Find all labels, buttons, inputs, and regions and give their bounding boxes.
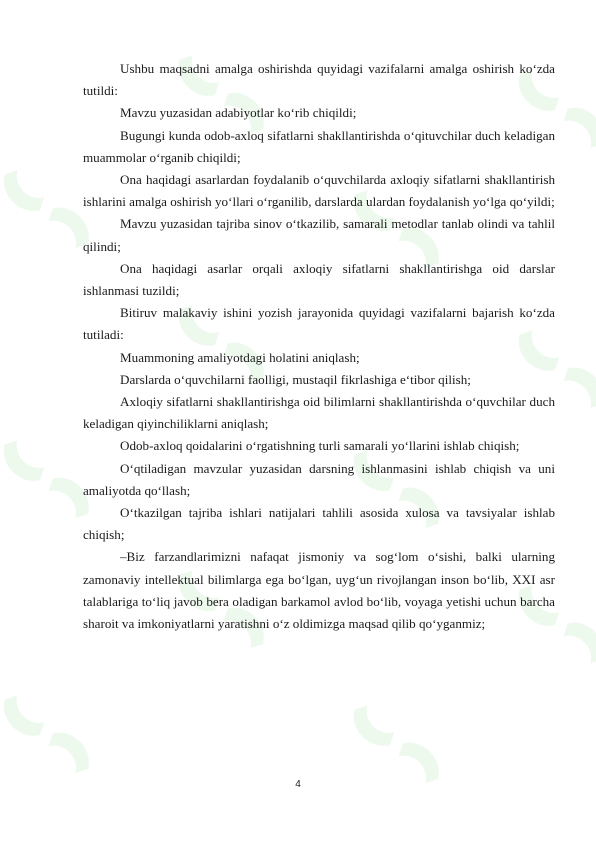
page-number: 4	[295, 779, 301, 790]
paragraph: Ona haqidagi asarlar orqali axloqiy sifatlarni shakllantirishga oid darslar ishlanmasi tuzildi;	[83, 260, 555, 299]
paragraph: Ushbu maqsadni amalga oshirishda quyidagi vazifalarni amalga oshirish ko‘zda tutildi:	[83, 61, 555, 99]
paragraph: Muammoning amaliyotdagi holatini aniqlash;	[120, 349, 360, 365]
paragraph: Mavzu yuzasidan adabiyotlar ko‘rib chiqildi;	[120, 105, 357, 121]
paragraph: Odob-axloq qoidalarini o‘rgatishning turli samarali yo‘llarini ishlab chiqish;	[120, 438, 520, 454]
paragraph: Mavzu yuzasidan tajriba sinov o‘tkazilib, samarali metodlar tanlab olindi va tahlil qilindi;	[83, 216, 555, 254]
paragraph: Axloqiy sifatlarni shakllantirishga oid bilimlarni shakllantirishda o‘quvchilar duch keladigan qiyinchiliklarni aniqlash;	[83, 394, 555, 432]
paragraph: O‘tkazilgan tajriba ishlari natijalari tahlili asosida xulosa va tavsiyalar ishlab chiqish;	[83, 505, 555, 543]
paragraph: –Biz farzandlarimizni nafaqat jismoniy va sog‘lom o‘sishi, balki ularning zamonaviy intellektual bilimlarga ega bo‘lgan, uyg‘un rivojlangan inson bo‘lib, XXI asr talablariga to‘liq javob bera oladigan barkamol avlod bo‘lib, voyaga yetishi uchun barcha sharoit va imkoniyatlarni yaratishni o‘z oldimizga maqsad qilib qo‘yganmiz;	[83, 549, 555, 632]
paragraph: Bitiruv malakaviy ishini yozish jarayonida quyidagi vazifalarni bajarish ko‘zda tutiladi:	[83, 305, 555, 343]
paragraph: Darslarda o‘quvchilarni faolligi, mustaqil fikrlashiga e‘tibor qilish;	[120, 371, 471, 387]
document-body	[83, 58, 555, 635]
paragraph: Bugungi kunda odob-axloq sifatlarni shakllantirishda o‘qituvchilar duch keladigan muammolar o‘rganib chiqildi;	[83, 127, 555, 165]
paragraph: O‘qtiladigan mavzular yuzasidan darsning ishlanmasini ishlab chiqish va uni amaliyotda qo‘llash;	[83, 460, 555, 498]
paragraph: Ona haqidagi asarlardan foydalanib o‘quvchilarda axloqiy sifatlarni shakllantirish ishlarini amalga oshirish yo‘llari o‘rganilib, darslarda ulardan foydalanish yo‘lga qo‘yildi;	[83, 172, 555, 210]
